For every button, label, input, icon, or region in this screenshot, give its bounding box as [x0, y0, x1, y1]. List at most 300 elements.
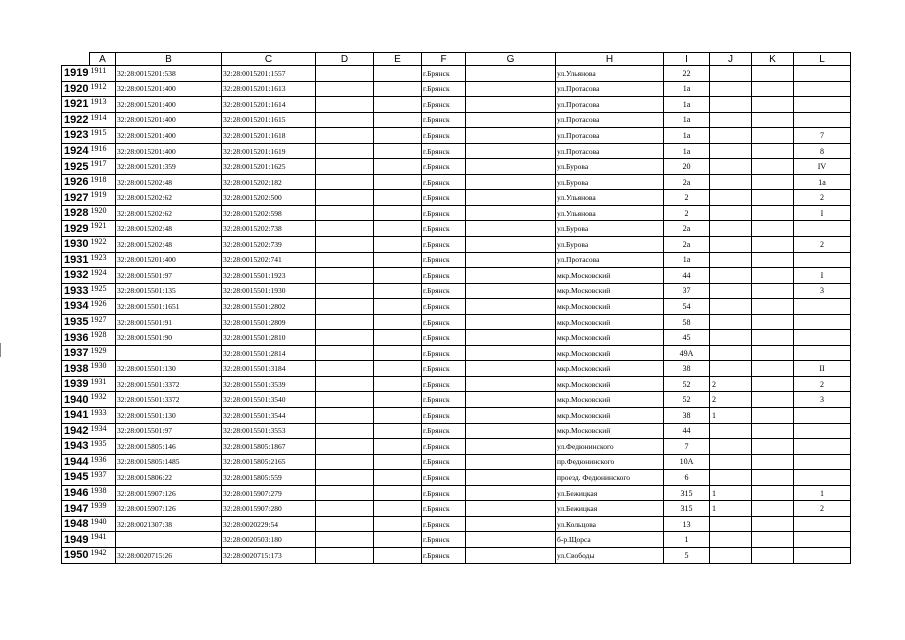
cell-b-parcel-cadastral-number: 32:28:0015201:400 — [116, 112, 222, 128]
cell-c-object-cadastral-number: 32:28:0015202:738 — [222, 221, 316, 237]
cell-h-street: б-р.Щорса — [556, 532, 664, 548]
cell-a-seq-number: 1915 — [90, 128, 116, 144]
cell-j: 1 — [710, 408, 752, 424]
cell-a-seq-number: 1934 — [90, 423, 116, 439]
cell-h-street: мкр.Московский — [556, 376, 664, 392]
cell-g — [466, 547, 556, 563]
cell-d — [316, 221, 374, 237]
cell-a-seq-number: 1926 — [90, 299, 116, 315]
cell-d — [316, 408, 374, 424]
cell-g — [466, 516, 556, 532]
cell-g — [466, 66, 556, 82]
cell-b-parcel-cadastral-number: 32:28:0015501:90 — [116, 330, 222, 346]
row-number: 1933 — [62, 283, 90, 299]
cell-c-object-cadastral-number: 32:28:0015201:1615 — [222, 112, 316, 128]
cell-f-city: г.Брянск — [422, 516, 466, 532]
cell-h-street: мкр.Московский — [556, 423, 664, 439]
cell-a-seq-number: 1914 — [90, 112, 116, 128]
cell-i-house-number: 1а — [664, 112, 710, 128]
cell-f-city: г.Брянск — [422, 66, 466, 82]
cell-f-city: г.Брянск — [422, 268, 466, 284]
cell-h-street: ул.Федюнинского — [556, 439, 664, 455]
cell-g — [466, 361, 556, 377]
cell-a-seq-number: 1927 — [90, 314, 116, 330]
cell-i-house-number: 54 — [664, 299, 710, 315]
table-row — [62, 439, 851, 455]
cell-l-apartment: 2 — [794, 376, 851, 392]
cell-l-apartment: 7 — [794, 128, 851, 144]
cell-k — [752, 345, 794, 361]
cell-j — [710, 423, 752, 439]
cell-f-city: г.Брянск — [422, 470, 466, 486]
row-number: 1936 — [62, 330, 90, 346]
cell-e — [374, 190, 422, 206]
cell-b-parcel-cadastral-number: 32:28:0015202:48 — [116, 237, 222, 253]
table-row — [62, 190, 851, 206]
cell-c-object-cadastral-number: 32:28:0015805:2165 — [222, 454, 316, 470]
cell-g — [466, 439, 556, 455]
column-header-row — [62, 53, 851, 66]
cell-a-seq-number: 1919 — [90, 190, 116, 206]
cell-h-street: пр.Федюнинского — [556, 454, 664, 470]
cell-f-city: г.Брянск — [422, 299, 466, 315]
cell-l-apartment — [794, 81, 851, 97]
cell-j — [710, 221, 752, 237]
cell-g — [466, 299, 556, 315]
cell-f-city: г.Брянск — [422, 454, 466, 470]
table-row — [62, 501, 851, 517]
cell-b-parcel-cadastral-number: 32:28:0015805:1485 — [116, 454, 222, 470]
cell-g — [466, 501, 556, 517]
cell-d — [316, 174, 374, 190]
cell-b-parcel-cadastral-number: 32:28:0015202:48 — [116, 221, 222, 237]
cell-c-object-cadastral-number: 32:28:0015201:1618 — [222, 128, 316, 144]
cell-b-parcel-cadastral-number: 32:28:0015201:400 — [116, 252, 222, 268]
cell-a-seq-number: 1931 — [90, 376, 116, 392]
column-header: K — [752, 53, 794, 66]
cell-e — [374, 314, 422, 330]
cell-e — [374, 205, 422, 221]
cell-l-apartment — [794, 532, 851, 548]
cell-i-house-number: 1а — [664, 97, 710, 113]
cell-k — [752, 221, 794, 237]
cell-g — [466, 283, 556, 299]
cell-b-parcel-cadastral-number: 32:28:0015805:146 — [116, 439, 222, 455]
cell-a-seq-number: 1935 — [90, 439, 116, 455]
cell-d — [316, 190, 374, 206]
cell-d — [316, 81, 374, 97]
column-header: L — [794, 53, 851, 66]
cell-k — [752, 423, 794, 439]
cell-d — [316, 470, 374, 486]
cell-h-street: ул.Бежицкая — [556, 501, 664, 517]
cell-d — [316, 532, 374, 548]
cell-i-house-number: 44 — [664, 268, 710, 284]
cell-d — [316, 361, 374, 377]
cell-h-street: ул.Бурова — [556, 237, 664, 253]
cell-a-seq-number: 1940 — [90, 516, 116, 532]
cell-d — [316, 501, 374, 517]
column-header: I — [664, 53, 710, 66]
cell-d — [316, 345, 374, 361]
table-row — [62, 81, 851, 97]
cell-j — [710, 81, 752, 97]
column-header: C — [222, 53, 316, 66]
cell-c-object-cadastral-number: 32:28:0015907:279 — [222, 485, 316, 501]
cell-c-object-cadastral-number: 32:28:0015202:182 — [222, 174, 316, 190]
cell-i-house-number: 52 — [664, 376, 710, 392]
row-number: 1943 — [62, 439, 90, 455]
cell-e — [374, 439, 422, 455]
cell-f-city: г.Брянск — [422, 143, 466, 159]
cell-i-house-number: 2а — [664, 174, 710, 190]
cell-c-object-cadastral-number: 32:28:0015907:280 — [222, 501, 316, 517]
cell-d — [316, 97, 374, 113]
cell-i-house-number: 2 — [664, 205, 710, 221]
cell-g — [466, 376, 556, 392]
column-header: B — [116, 53, 222, 66]
row-number: 1948 — [62, 516, 90, 532]
cell-h-street: мкр.Московский — [556, 268, 664, 284]
cell-k — [752, 97, 794, 113]
table-row — [62, 345, 851, 361]
column-header: H — [556, 53, 664, 66]
cell-j — [710, 112, 752, 128]
cell-a-seq-number: 1916 — [90, 143, 116, 159]
cell-l-apartment — [794, 299, 851, 315]
cell-l-apartment: II — [794, 361, 851, 377]
cell-h-street: ул.Протасова — [556, 143, 664, 159]
cell-c-object-cadastral-number: 32:28:0015202:741 — [222, 252, 316, 268]
cell-f-city: г.Брянск — [422, 97, 466, 113]
cell-a-seq-number: 1932 — [90, 392, 116, 408]
cell-h-street: ул.Ульянова — [556, 205, 664, 221]
row-number: 1931 — [62, 252, 90, 268]
cell-l-apartment — [794, 454, 851, 470]
cell-a-seq-number: 1921 — [90, 221, 116, 237]
cell-a-seq-number: 1929 — [90, 345, 116, 361]
cell-j — [710, 190, 752, 206]
cell-l-apartment — [794, 547, 851, 563]
cell-g — [466, 485, 556, 501]
cell-a-seq-number: 1936 — [90, 454, 116, 470]
cell-b-parcel-cadastral-number: 32:28:0015201:400 — [116, 128, 222, 144]
cell-e — [374, 532, 422, 548]
cell-g — [466, 532, 556, 548]
cell-i-house-number: 10А — [664, 454, 710, 470]
cell-i-house-number: 5 — [664, 547, 710, 563]
header-corner — [62, 53, 90, 66]
table-row — [62, 547, 851, 563]
cell-l-apartment — [794, 423, 851, 439]
cell-k — [752, 252, 794, 268]
table-row — [62, 252, 851, 268]
cell-j — [710, 174, 752, 190]
cell-d — [316, 128, 374, 144]
cell-a-seq-number: 1928 — [90, 330, 116, 346]
cell-b-parcel-cadastral-number: 32:28:0015201:359 — [116, 159, 222, 175]
cell-g — [466, 314, 556, 330]
cell-d — [316, 268, 374, 284]
table-row — [62, 221, 851, 237]
cell-l-apartment — [794, 112, 851, 128]
cell-j — [710, 330, 752, 346]
cell-c-object-cadastral-number: 32:28:0015501:1930 — [222, 283, 316, 299]
cell-g — [466, 128, 556, 144]
cell-f-city: г.Брянск — [422, 547, 466, 563]
cell-h-street: мкр.Московский — [556, 283, 664, 299]
cell-a-seq-number: 1911 — [90, 66, 116, 82]
cell-e — [374, 361, 422, 377]
cell-d — [316, 299, 374, 315]
cell-l-apartment: 2 — [794, 501, 851, 517]
cell-f-city: г.Брянск — [422, 532, 466, 548]
cell-f-city: г.Брянск — [422, 376, 466, 392]
cell-j — [710, 143, 752, 159]
cell-i-house-number: 1а — [664, 81, 710, 97]
cell-c-object-cadastral-number: 32:28:0015201:1557 — [222, 66, 316, 82]
row-number: 1929 — [62, 221, 90, 237]
cell-e — [374, 547, 422, 563]
cell-f-city: г.Брянск — [422, 221, 466, 237]
cell-c-object-cadastral-number: 32:28:0015501:3184 — [222, 361, 316, 377]
cell-j — [710, 516, 752, 532]
cell-l-apartment: 1 — [794, 485, 851, 501]
cell-j — [710, 547, 752, 563]
cell-k — [752, 532, 794, 548]
cell-l-apartment — [794, 345, 851, 361]
cell-l-apartment — [794, 470, 851, 486]
cell-j — [710, 205, 752, 221]
row-number: 1921 — [62, 97, 90, 113]
row-number: 1939 — [62, 376, 90, 392]
cell-c-object-cadastral-number: 32:28:0015501:3553 — [222, 423, 316, 439]
cell-l-apartment — [794, 66, 851, 82]
cell-b-parcel-cadastral-number: 32:28:0015501:130 — [116, 361, 222, 377]
row-number: 1945 — [62, 470, 90, 486]
cell-c-object-cadastral-number: 32:28:0015805:1867 — [222, 439, 316, 455]
cell-k — [752, 237, 794, 253]
cell-c-object-cadastral-number: 32:28:0015501:2802 — [222, 299, 316, 315]
cell-c-object-cadastral-number: 32:28:0015202:598 — [222, 205, 316, 221]
cell-k — [752, 112, 794, 128]
cell-b-parcel-cadastral-number: 32:28:0021307:38 — [116, 516, 222, 532]
cell-l-apartment: 3 — [794, 283, 851, 299]
cell-b-parcel-cadastral-number: 32:28:0015501:130 — [116, 408, 222, 424]
cell-b-parcel-cadastral-number: 32:28:0015907:126 — [116, 485, 222, 501]
cell-j — [710, 252, 752, 268]
cell-l-apartment: 1а — [794, 174, 851, 190]
cell-i-house-number: 2 — [664, 190, 710, 206]
cell-b-parcel-cadastral-number — [116, 345, 222, 361]
cell-b-parcel-cadastral-number: 32:28:0015202:62 — [116, 205, 222, 221]
table-row — [62, 532, 851, 548]
cell-l-apartment: 2 — [794, 237, 851, 253]
cell-f-city: г.Брянск — [422, 408, 466, 424]
row-number: 1930 — [62, 237, 90, 253]
cell-k — [752, 205, 794, 221]
table-row — [62, 128, 851, 144]
cell-l-apartment — [794, 97, 851, 113]
cell-k — [752, 516, 794, 532]
cell-e — [374, 252, 422, 268]
cell-c-object-cadastral-number: 32:28:0015201:1619 — [222, 143, 316, 159]
cell-j — [710, 470, 752, 486]
cell-k — [752, 174, 794, 190]
cell-e — [374, 392, 422, 408]
cell-g — [466, 268, 556, 284]
row-number: 1932 — [62, 268, 90, 284]
cell-e — [374, 283, 422, 299]
cell-k — [752, 361, 794, 377]
table-row — [62, 237, 851, 253]
cell-b-parcel-cadastral-number: 32:28:0015501:135 — [116, 283, 222, 299]
cell-j: 2 — [710, 392, 752, 408]
cell-g — [466, 159, 556, 175]
cell-f-city: г.Брянск — [422, 314, 466, 330]
cell-h-street: проезд. Федюнинского — [556, 470, 664, 486]
cell-l-apartment: 8 — [794, 143, 851, 159]
cell-c-object-cadastral-number: 32:28:0015501:2814 — [222, 345, 316, 361]
table-row — [62, 143, 851, 159]
cell-j — [710, 159, 752, 175]
table-row — [62, 470, 851, 486]
cell-f-city: г.Брянск — [422, 423, 466, 439]
cell-h-street: мкр.Московский — [556, 345, 664, 361]
cell-c-object-cadastral-number: 32:28:0020503:180 — [222, 532, 316, 548]
cell-d — [316, 66, 374, 82]
cell-e — [374, 408, 422, 424]
cell-h-street: ул.Ульянова — [556, 66, 664, 82]
cell-f-city: г.Брянск — [422, 439, 466, 455]
cell-a-seq-number: 1925 — [90, 283, 116, 299]
cell-e — [374, 237, 422, 253]
row-number: 1919 — [62, 66, 90, 82]
cell-h-street: ул.Протасова — [556, 97, 664, 113]
cell-h-street: ул.Бурова — [556, 174, 664, 190]
cell-j — [710, 532, 752, 548]
cell-a-seq-number: 1920 — [90, 205, 116, 221]
column-header: E — [374, 53, 422, 66]
row-number: 1944 — [62, 454, 90, 470]
cell-k — [752, 547, 794, 563]
cell-k — [752, 190, 794, 206]
cell-b-parcel-cadastral-number: 32:28:0015806:22 — [116, 470, 222, 486]
cell-e — [374, 97, 422, 113]
cell-i-house-number: 37 — [664, 283, 710, 299]
cell-h-street: мкр.Московский — [556, 314, 664, 330]
cell-e — [374, 376, 422, 392]
cell-i-house-number: 315 — [664, 485, 710, 501]
table-row — [62, 205, 851, 221]
cell-a-seq-number: 1938 — [90, 485, 116, 501]
cell-c-object-cadastral-number: 32:28:0020229:54 — [222, 516, 316, 532]
cell-f-city: г.Брянск — [422, 112, 466, 128]
cell-j — [710, 237, 752, 253]
cell-h-street: ул.Протасова — [556, 81, 664, 97]
cell-e — [374, 501, 422, 517]
cell-a-seq-number: 1941 — [90, 532, 116, 548]
cell-b-parcel-cadastral-number: 32:28:0020715:26 — [116, 547, 222, 563]
cell-l-apartment — [794, 221, 851, 237]
cell-h-street: мкр.Московский — [556, 299, 664, 315]
cell-h-street: ул.Протасова — [556, 252, 664, 268]
cell-k — [752, 408, 794, 424]
cell-l-apartment — [794, 408, 851, 424]
cell-a-seq-number: 1913 — [90, 97, 116, 113]
cell-e — [374, 66, 422, 82]
row-number: 1926 — [62, 174, 90, 190]
cell-b-parcel-cadastral-number: 32:28:0015202:48 — [116, 174, 222, 190]
cell-k — [752, 330, 794, 346]
cell-d — [316, 547, 374, 563]
cell-j — [710, 439, 752, 455]
cell-d — [316, 205, 374, 221]
cell-h-street: ул.Протасова — [556, 128, 664, 144]
cell-c-object-cadastral-number: 32:28:0015501:2810 — [222, 330, 316, 346]
cell-h-street: ул.Бурова — [556, 221, 664, 237]
cell-d — [316, 376, 374, 392]
table-row — [62, 97, 851, 113]
cell-g — [466, 408, 556, 424]
cell-b-parcel-cadastral-number: 32:28:0015907:126 — [116, 501, 222, 517]
cell-k — [752, 299, 794, 315]
cell-k — [752, 485, 794, 501]
cell-e — [374, 174, 422, 190]
cell-d — [316, 392, 374, 408]
cell-e — [374, 143, 422, 159]
cell-e — [374, 268, 422, 284]
cell-i-house-number: 22 — [664, 66, 710, 82]
cell-i-house-number: 38 — [664, 408, 710, 424]
cell-k — [752, 81, 794, 97]
cell-j — [710, 268, 752, 284]
row-number: 1922 — [62, 112, 90, 128]
cell-f-city: г.Брянск — [422, 501, 466, 517]
cell-i-house-number: 44 — [664, 423, 710, 439]
cell-g — [466, 112, 556, 128]
cell-f-city: г.Брянск — [422, 252, 466, 268]
cell-b-parcel-cadastral-number: 32:28:0015201:400 — [116, 143, 222, 159]
cell-d — [316, 516, 374, 532]
row-number: 1942 — [62, 423, 90, 439]
cell-i-house-number: 1а — [664, 252, 710, 268]
cell-f-city: г.Брянск — [422, 345, 466, 361]
cell-k — [752, 143, 794, 159]
cell-k — [752, 501, 794, 517]
cell-d — [316, 159, 374, 175]
table-row — [62, 516, 851, 532]
cell-j: 2 — [710, 376, 752, 392]
cell-k — [752, 283, 794, 299]
row-number: 1934 — [62, 299, 90, 315]
register-table — [61, 52, 851, 564]
cell-f-city: г.Брянск — [422, 392, 466, 408]
cell-l-apartment: I — [794, 205, 851, 221]
cell-k — [752, 314, 794, 330]
cell-c-object-cadastral-number: 32:28:0015501:3544 — [222, 408, 316, 424]
cell-b-parcel-cadastral-number: 32:28:0015501:1651 — [116, 299, 222, 315]
cell-d — [316, 112, 374, 128]
cell-a-seq-number: 1930 — [90, 361, 116, 377]
cell-b-parcel-cadastral-number: 32:28:0015501:3372 — [116, 392, 222, 408]
cell-i-house-number: 49А — [664, 345, 710, 361]
cell-i-house-number: 45 — [664, 330, 710, 346]
cell-d — [316, 252, 374, 268]
column-header: G — [466, 53, 556, 66]
row-number: 1920 — [62, 81, 90, 97]
table-row — [62, 314, 851, 330]
